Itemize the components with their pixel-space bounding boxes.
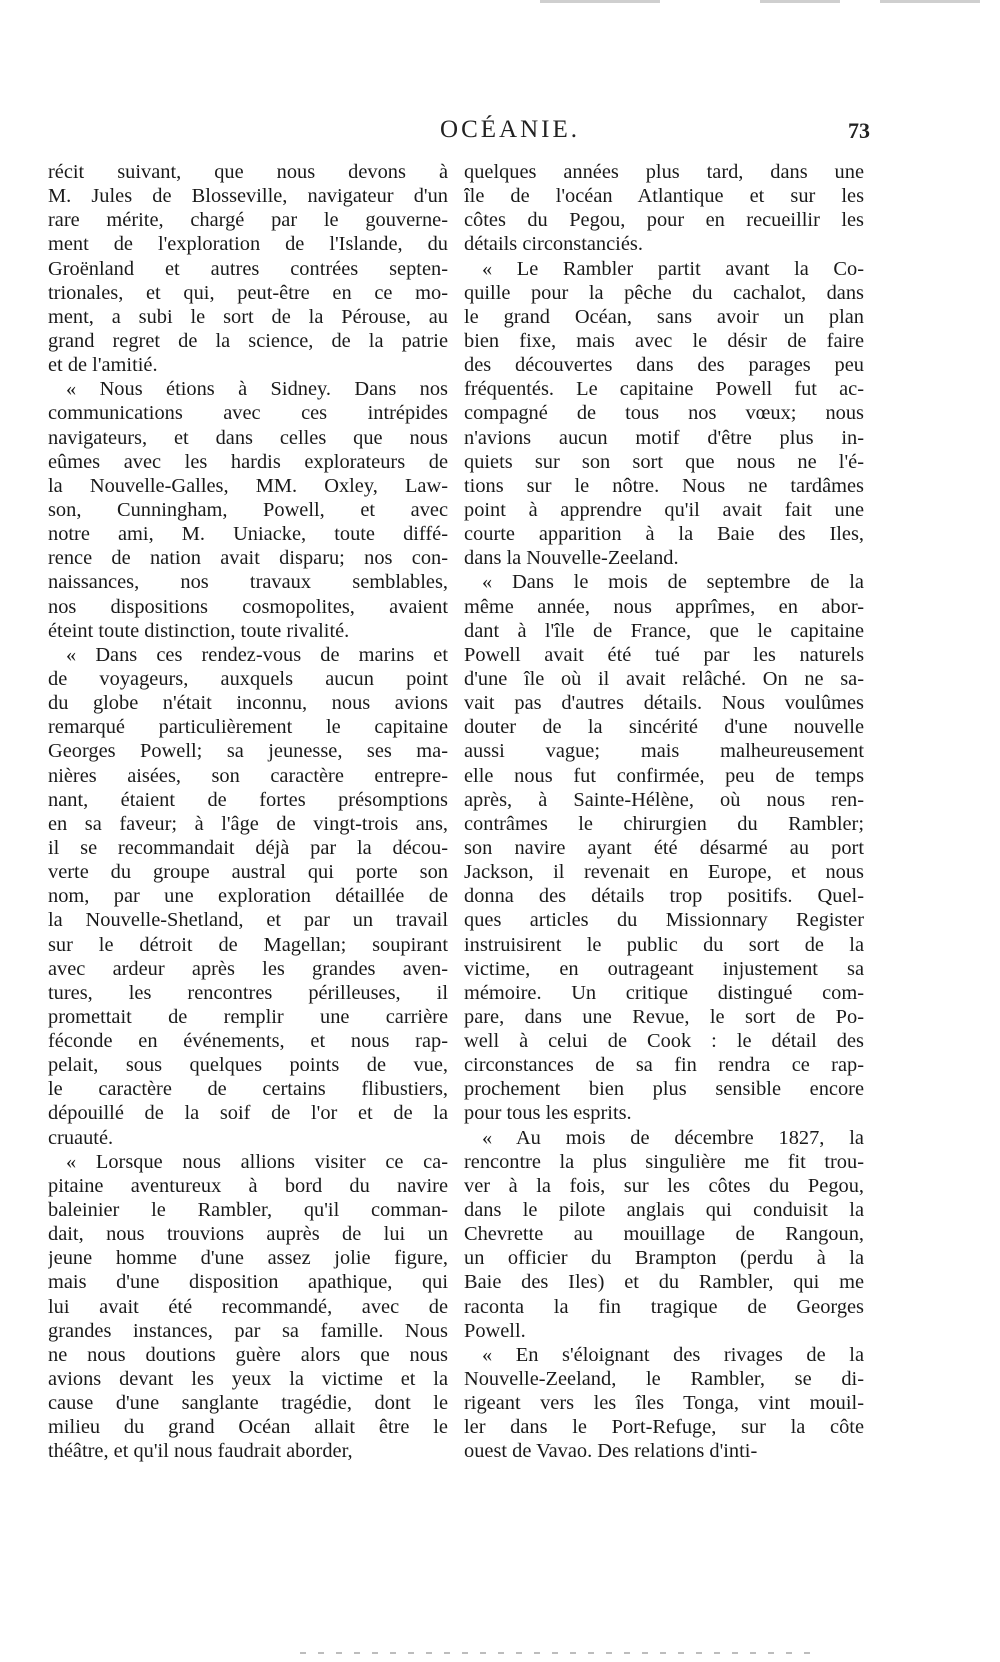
text-line: dépouillé de la soif de l'or et de la [48,1102,448,1125]
text-line: nom, par une exploration détaillée de [48,885,448,908]
right-text-column [464,160,864,1464]
text-line: cruauté. [48,1126,114,1149]
text-line: Jackson, il revenait en Europe, et nous [464,861,864,884]
text-line: il se recommandait déjà par la décou- [48,836,448,859]
text-line: elle nous fut confirmée, peu de temps [464,764,864,787]
text-line: bien fixe, mais avec le désir de faire [464,329,864,352]
text-line: fréquentés. Le capitaine Powell fut ac- [464,378,864,401]
text-line: contrâmes le chirurgien du Rambler; [464,812,864,835]
text-line: quelques années plus tard, dans une [464,161,864,183]
text-line: cause d'une sanglante tragédie, dont le [48,1392,448,1415]
text-line: baleinier le Rambler, qu'il comman- [48,1199,448,1222]
text-line: Nouvelle-Zeeland, le Rambler, se di- [464,1368,864,1391]
text-line: well à celui de Cook : le détail des [464,1030,864,1053]
text-line: douter de la sincérité d'une nouvelle [464,716,864,739]
scan-edge-mark [760,0,840,3]
text-line: féconde en événements, et nous rap- [48,1030,448,1053]
text-line: Powell avait été tué par les naturels [464,643,864,666]
text-line: ne nous doutions guère alors que nous [48,1343,448,1366]
text-line: mémoire. Un critique distingué com- [464,981,864,1004]
text-line: « Au mois de décembre 1827, la [482,1126,864,1149]
text-line: récit suivant, que nous devons à [48,161,448,183]
scan-bottom-mark [300,1652,820,1654]
text-line: navigateurs, et dans celles que nous [48,426,448,449]
text-line: ment de l'exploration de l'Islande, du [48,233,448,256]
text-line: pare, dans une Revue, le sort de Po- [464,1005,864,1028]
text-line: victime, en outrageant injustement sa [464,957,864,980]
text-line: notre ami, M. Uniacke, toute diffé- [48,523,448,546]
text-line: ouest de Vavao. Des relations d'inti- [464,1440,758,1463]
text-line: côtes du Pegou, pour en recueillir les [464,209,864,232]
scan-edge-mark [880,0,980,3]
text-line: jeune homme d'une assez jolie figure, [48,1247,448,1270]
text-line: théâtre, et qu'il nous faudrait aborder, [48,1440,353,1463]
text-line: milieu du grand Océan allait être le [48,1416,448,1439]
text-line: tures, les rencontres périlleuses, il [48,981,448,1004]
text-line: remarqué particulièrement le capitaine [48,716,448,739]
text-line: « Lorsque nous allions visiter ce ca- [66,1150,448,1173]
text-line: trionales, et qui, peut-être en ce mo- [48,281,448,304]
text-line: la Nouvelle-Galles, MM. Oxley, Law- [48,474,448,497]
text-line: avions devant les yeux la victime et la [48,1368,448,1391]
text-line: quille pour la pêche du cachalot, dans [464,281,864,304]
text-line: aussi vague; mais malheureusement [464,740,864,763]
text-line: dait, nous trouvions auprès de lui un [48,1223,448,1246]
text-line: détails circonstanciés. [464,233,643,256]
text-line: nant, étaient de fortes présomptions [48,788,448,811]
text-line: sur le détroit de Magellan; soupirant [48,933,448,956]
text-line: dans le pilote anglais qui conduisit la [464,1199,864,1222]
text-line: des découvertes dans des parages peu [464,354,864,377]
text-line: Georges Powell; sa jeunesse, ses ma- [48,740,448,763]
text-line: « Le Rambler partit avant la Co- [482,257,864,280]
text-line: d'une île où il avait relâché. On ne sa- [464,667,864,690]
text-line: ment, a subi le sort de la Pérouse, au [48,305,448,328]
text-line: quiets sur son sort que nous ne l'é- [464,450,864,473]
text-line: instruisirent le public du sort de la [464,933,864,956]
text-line: courte apparition à la Baie des Iles, [464,523,864,546]
running-title: OCÉANIE. [440,116,580,143]
text-line: île de l'océan Atlantique et sur les [464,185,864,208]
text-line: tions sur le nôtre. Nous ne tardâmes [464,474,864,497]
text-line: Chevrette au mouillage de Rangoun, [464,1223,864,1246]
text-line: promettait de remplir une carrière [48,1005,448,1028]
text-line: éteint toute distinction, toute rivalité. [48,619,350,642]
text-line: n'avions aucun motif d'être plus in- [464,426,864,449]
text-line: après, à Sainte-Hélène, où nous ren- [464,788,864,811]
text-line: pelait, sous quelques points de vue, [48,1054,448,1077]
text-line: son, Cunningham, Powell, et avec [48,498,448,521]
text-line: du globe n'était inconnu, nous avions [48,692,448,715]
scan-edge-mark [540,0,660,3]
text-line: circonstances de sa fin rendra ce rap- [464,1054,864,1077]
text-line: communications avec ces intrépides [48,402,448,425]
text-line: Powell. [464,1319,526,1342]
text-line: et de l'amitié. [48,354,158,377]
text-line: ler dans le Port-Refuge, sur la côte [464,1416,864,1439]
text-line: même année, nous apprîmes, en abor- [464,595,864,618]
text-line: donna des détails trop positifs. Quel- [464,885,864,908]
text-line: pour tous les esprits. [464,1102,632,1125]
text-line: « En s'éloignant des rivages de la [482,1343,864,1366]
text-line: mais d'une disposition apathique, qui [48,1271,448,1294]
text-line: avec ardeur après les grandes aven- [48,957,448,980]
text-line: grandes instances, par sa famille. Nous [48,1319,448,1342]
text-line: « Dans le mois de septembre de la [482,571,864,594]
text-line: Baie des Iles) et du Rambler, qui me [464,1271,864,1294]
text-line: « Nous étions à Sidney. Dans nos [66,378,448,401]
text-line: prochement bien plus sensible encore [464,1078,864,1101]
text-line: en sa faveur; à l'âge de vingt-trois ans, [48,812,448,835]
text-line: « Dans ces rendez-vous de marins et [66,643,448,666]
text-line: rigeant vers les îles Tonga, vint mouil- [464,1392,864,1415]
text-line: nos dispositions cosmopolites, avaient [48,595,448,618]
text-line: le caractère de certains flibustiers, [48,1078,448,1101]
text-line: ques articles du Missionnary Register [464,909,864,932]
text-line: M. Jules de Blosseville, navigateur d'un [48,185,448,208]
text-line: rare mérite, chargé par le gouverne- [48,209,448,232]
text-line: la Nouvelle-Shetland, et par un travail [48,909,448,932]
text-line: rence de nation avait disparu; nos con- [48,547,448,570]
text-line: naissances, nos travaux semblables, [48,571,448,594]
text-line: raconta la fin tragique de Georges [464,1295,864,1318]
text-line: dant à l'île de France, que le capitaine [464,619,864,642]
text-line: le grand Océan, sans avoir un plan [464,305,864,328]
text-line: point à apprendre qu'il avait fait une [464,498,864,521]
text-line: nières aisées, son caractère entrepre- [48,764,448,787]
text-line: un officier du Brampton (perdu à la [464,1247,864,1270]
text-line: Groënland et autres contrées septen- [48,257,448,280]
text-line: dans la Nouvelle-Zeeland. [464,547,679,570]
text-line: ver à la fois, sur les côtes du Pegou, [464,1174,864,1197]
text-line: verte du groupe austral qui porte son [48,861,448,884]
page-number: 73 [848,118,870,143]
text-line: grand regret de la science, de la patrie [48,329,448,352]
text-line: vait pas d'autres détails. Nous voulûmes [464,692,864,715]
text-line: eûmes avec les hardis explorateurs de [48,450,448,473]
text-line: lui avait été recommandé, avec de [48,1295,448,1318]
left-text-column [48,160,448,1464]
text-line: de voyageurs, auxquels aucun point [48,667,448,690]
text-line: rencontre la plus singulière me fit trou- [464,1150,864,1173]
text-line: son navire ayant été désarmé au port [464,836,864,859]
text-line: compagné de tous nos vœux; nous [464,402,864,425]
text-line: pitaine aventureux à bord du navire [48,1174,448,1197]
